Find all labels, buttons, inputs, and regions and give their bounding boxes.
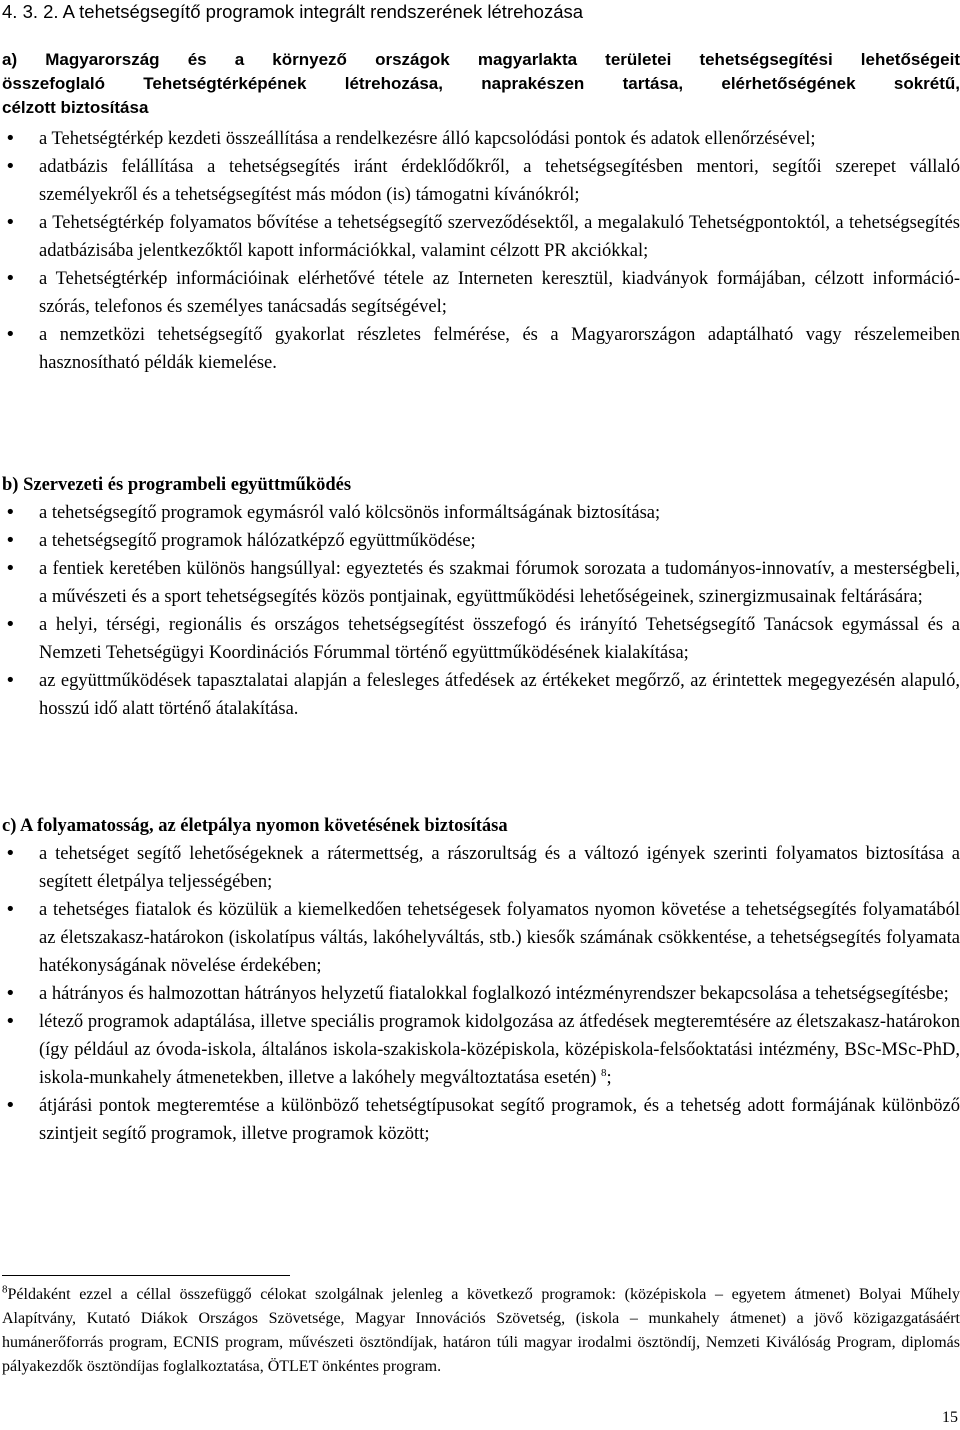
list-item: • a tehetséget segítő lehetőségeknek a rátermettség, a rászorultság és a változó igények szerinti folyamatos biztosítása a segített életpálya teljességében;: [2, 840, 960, 896]
page-number: 15: [942, 1409, 958, 1426]
list-item: • a tehetséges fiatalok és közülük a kiemelkedően tehetségesek folyamatos nyomon követése a tehetségsegítés folyamatából az életszakasz-határokon (iskolatípus váltás, lakóhelyváltás, stb.) kiesők számának csökkentése, a tehetségsegítés folyamata hatékonyságának növelése érdekében;: [2, 896, 960, 980]
section-a: [2, 48, 960, 377]
section-a-title-line: a) Magyarország és a környező országok magyarlakta területei tehetségsegítési lehetőségeit: [2, 50, 960, 69]
section-b-title: b) Szervezeti és programbeli együttműködés: [2, 475, 352, 495]
list-item: • a fentiek keretében különös hangsúllyal: egyeztetés és szakmai fórumok sorozata a tudományos-innovatív, a mesterségbeli, a művészeti és a sport tehetségsegítés közös pontjainak, együttműködési lehetőségeinek, szinergizmusainak feltárására;: [2, 555, 960, 611]
section-a-title: [2, 48, 960, 120]
footnote-divider: [2, 1275, 290, 1276]
section-a-list: [2, 125, 960, 377]
list-item: • a Tehetségtérkép információinak elérhetővé tétele az Interneten keresztül, kiadványok formájában, célzott információ-szórás, telefonos és személyes tanácsadás segítségével;: [2, 265, 960, 321]
list-item: • a Tehetségtérkép kezdeti összeállítása a rendelkezésre álló kapcsolódási pontok és adatok ellenőrzésével;: [2, 125, 960, 153]
footnote-marker: 8: [2, 1283, 8, 1296]
section-c-title: c) A folyamatosság, az életpálya nyomon követésének biztosítása: [2, 816, 508, 836]
section-c: [2, 812, 960, 1148]
section-c-list: [2, 840, 960, 1148]
list-item: • a Tehetségtérkép folyamatos bővítése a tehetségsegítő szerveződésektől, a megalakuló Tehetségpontoktól, a tehetségsegítés adatbázisába jelentkezőktől kapott információkkal, valamint célzott PR akciókkal;: [2, 209, 960, 265]
section-b-list: [2, 499, 960, 723]
list-item: • átjárási pontok megteremtése a különböző tehetségtípusokat segítő programok, és a tehetség adott formájának különböző szintjeit segítő programok, illetve programok között;: [2, 1092, 960, 1148]
section-a-title-line: összefoglaló Tehetségtérképének létrehozása, naprakészen tartása, elérhetőségének sokrétű,: [2, 74, 960, 93]
list-item: • a nemzetközi tehetségsegítő gyakorlat részletes felmérése, és a Magyarországon adaptálható vagy részelemeiben hasznosítható példák kiemelése.: [2, 321, 960, 377]
list-item: [2, 1008, 960, 1092]
footnote-text: Példaként ezzel a céllal összefüggő célokat szolgálnak jelenleg a következő programok: (középiskola – egyetem átmenet) Bolyai Műhely Alapítvány, Kutató Diákok Országos Szövetsége, Magyar Innovációs Szövetség, (iskola – munkahely átmenet) a jövő közigazgatásáért humánerőforrás program, ECNIS program, művészeti ösztöndíjak, határon túli magyar irodalmi ösztöndíj, Nemzeti Kiválóság Program, diplomás pályakezdők ösztöndíjas foglalkoztatása, ÖTLET önkéntes program.: [2, 1286, 960, 1375]
list-item: • a helyi, térségi, regionális és országos tehetségsegítést összefogó és irányító Tehetségsegítő Tanácsok egymással és a Nemzeti Tehetségügyi Koordinációs Fórummal történő együttműködésének kialakítása;: [2, 611, 960, 667]
section-heading: 4. 3. 2. A tehetségsegítő programok integrált rendszerének létrehozása: [2, 1, 584, 22]
list-item: • a tehetségsegítő programok egymásról való kölcsönös informáltságának biztosítása;: [2, 499, 960, 527]
list-item: • a tehetségsegítő programok hálózatképző együttműködése;: [2, 527, 960, 555]
section-b: [2, 471, 960, 723]
list-item-text: létező programok adaptálása, illetve speciális programok kidolgozása az átfedések megteremtésére az életszakasz-határokon (így például az óvoda-iskola, általános iskola-szakiskola-középiskola, középiskola-felsőoktatási intézmény, BSc-MSc-PhD, iskola-munkahely átmenetekben, illetve a lakóhely megváltoztatása esetén): [39, 1012, 960, 1088]
section-a-title-line: célzott biztosítása: [2, 98, 149, 117]
list-item: • adatbázis felállítása a tehetségsegítés iránt érdeklődőkről, a tehetségsegítésben mentori, segítői szerepet vállaló személyekről és a tehetségsegítést más módon (is) támogatni kívánókról;: [2, 153, 960, 209]
footnote-ref: 8: [600, 1066, 607, 1079]
footnote: [2, 1283, 960, 1379]
list-item: • az együttműködések tapasztalatai alapján a felesleges átfedések az értékeket megőrző, az érintettek megegyezésén alapuló, hosszú idő alatt történő átalakítása.: [2, 667, 960, 723]
list-item-tail: ;: [606, 1068, 612, 1088]
list-item: • a hátrányos és halmozottan hátrányos helyzetű fiatalokkal foglalkozó intézményrendszer bekapcsolása a tehetségsegítésbe;: [2, 980, 960, 1008]
